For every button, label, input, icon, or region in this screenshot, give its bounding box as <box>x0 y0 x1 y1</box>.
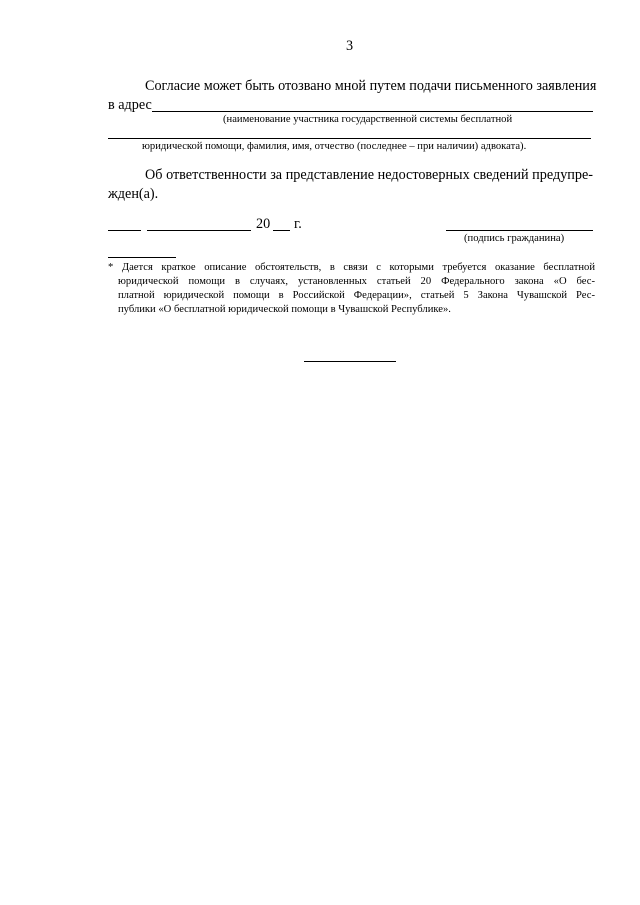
address-blank-line <box>152 111 593 112</box>
page-number: 3 <box>346 38 354 54</box>
footnote-line: юридической помощи в случаях, установленных статьей 20 Федерального закона «О бес- <box>118 276 595 287</box>
footnote-separator <box>108 257 176 258</box>
consent-text-line: Согласие может быть отозвано мной путем подачи письменного заявления <box>145 78 597 94</box>
address-blank-line-2 <box>108 138 591 139</box>
day-blank-line <box>108 230 141 231</box>
closing-rule <box>304 361 396 362</box>
warning-text-line: Об ответственности за представление недостоверных сведений предупре- <box>145 167 593 183</box>
year-blank-line <box>273 230 290 231</box>
address-caption-2: юридической помощи, фамилия, имя, отчество (последнее – при наличии) адвоката). <box>142 141 527 152</box>
signature-blank-line <box>446 230 593 231</box>
signature-caption: (подпись гражданина) <box>464 233 565 244</box>
warning-text-line-2: жден(а). <box>108 186 159 202</box>
footnote-line: платной юридической помощи в Российской Федерации», статьей 5 Закона Чувашской Рес- <box>118 290 595 301</box>
year-suffix: г. <box>294 216 302 232</box>
address-caption-1: (наименование участника государственной системы бесплатной <box>223 114 513 125</box>
year-prefix: 20 <box>256 216 271 232</box>
footnote-line: публики «О бесплатной юридической помощи в Чувашской Республике». <box>118 304 451 315</box>
address-label: в адрес <box>108 97 152 113</box>
month-blank-line <box>147 230 251 231</box>
footnote-line: * Дается краткое описание обстоятельств, в связи с которыми требуется оказание бесплатной <box>108 262 595 273</box>
